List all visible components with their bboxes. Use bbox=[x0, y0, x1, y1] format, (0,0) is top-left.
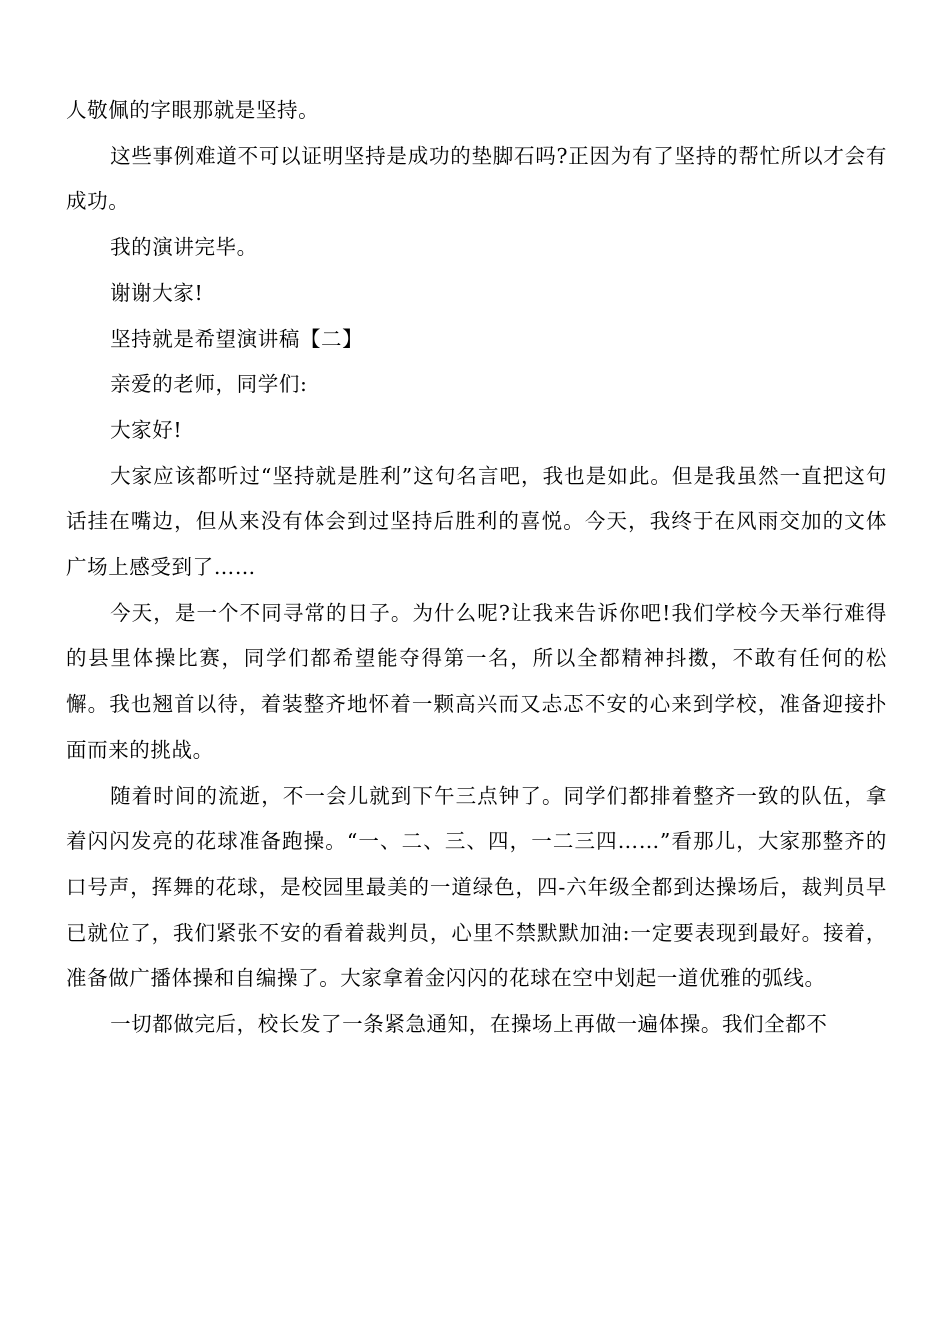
document-body bbox=[66, 88, 887, 1048]
paragraph-1: 人敬佩的字眼那就是坚持。 bbox=[66, 98, 320, 122]
paragraph-11: 一切都做完后，校长发了一条紧急通知，在操场上再做一遍体操。我们全都不 bbox=[110, 1012, 828, 1037]
paragraph-9: 今天，是一个不同寻常的日子。为什么呢?让我来告诉你吧!我们学校今天举行难得的县里体操比赛，同学们都希望能夺得第一名，所以全都精神抖擞，不敢有任何的松懈。我也翘首以待，着装整齐地怀着一颗高兴而又忐忑不安的心来到学校，准备迎接扑面而来的挑战。 bbox=[66, 600, 887, 762]
paragraph-8: 大家应该都听过“坚持就是胜利”这句名言吧，我也是如此。但是我虽然一直把这句话挂在嘴边，但从来没有体会到过坚持后胜利的喜悦。今天，我终于在风雨交加的文体广场上感受到了…… bbox=[66, 463, 887, 580]
paragraph-greeting: 大家好! bbox=[110, 417, 183, 442]
section-heading: 坚持就是希望演讲稿【二】 bbox=[110, 326, 364, 351]
paragraph-2: 这些事例难道不可以证明坚持是成功的垫脚石吗?正因为有了坚持的帮忙所以才会有成功。 bbox=[66, 143, 887, 214]
paragraph-salutation: 亲爱的老师，同学们: bbox=[110, 372, 308, 397]
paragraph-4: 谢谢大家! bbox=[110, 280, 204, 305]
paragraph-10: 随着时间的流逝，不一会儿就到下午三点钟了。同学们都排着整齐一致的队伍，拿着闪闪发亮的花球准备跑操。“一、二、三、四，一二三四……”看那儿，大家那整齐的口号声，挥舞的花球，是校园里最美的一道绿色，四-六年级全都到达操场后，裁判员早已就位了，我们紧张不安的看着裁判员，心里不禁默默加油:一定要表现到最好。接着，准备做广播体操和自编操了。大家拿着金闪闪的花球在空中划起一道优雅的弧线。 bbox=[66, 783, 887, 991]
paragraph-3: 我的演讲完毕。 bbox=[110, 235, 258, 260]
